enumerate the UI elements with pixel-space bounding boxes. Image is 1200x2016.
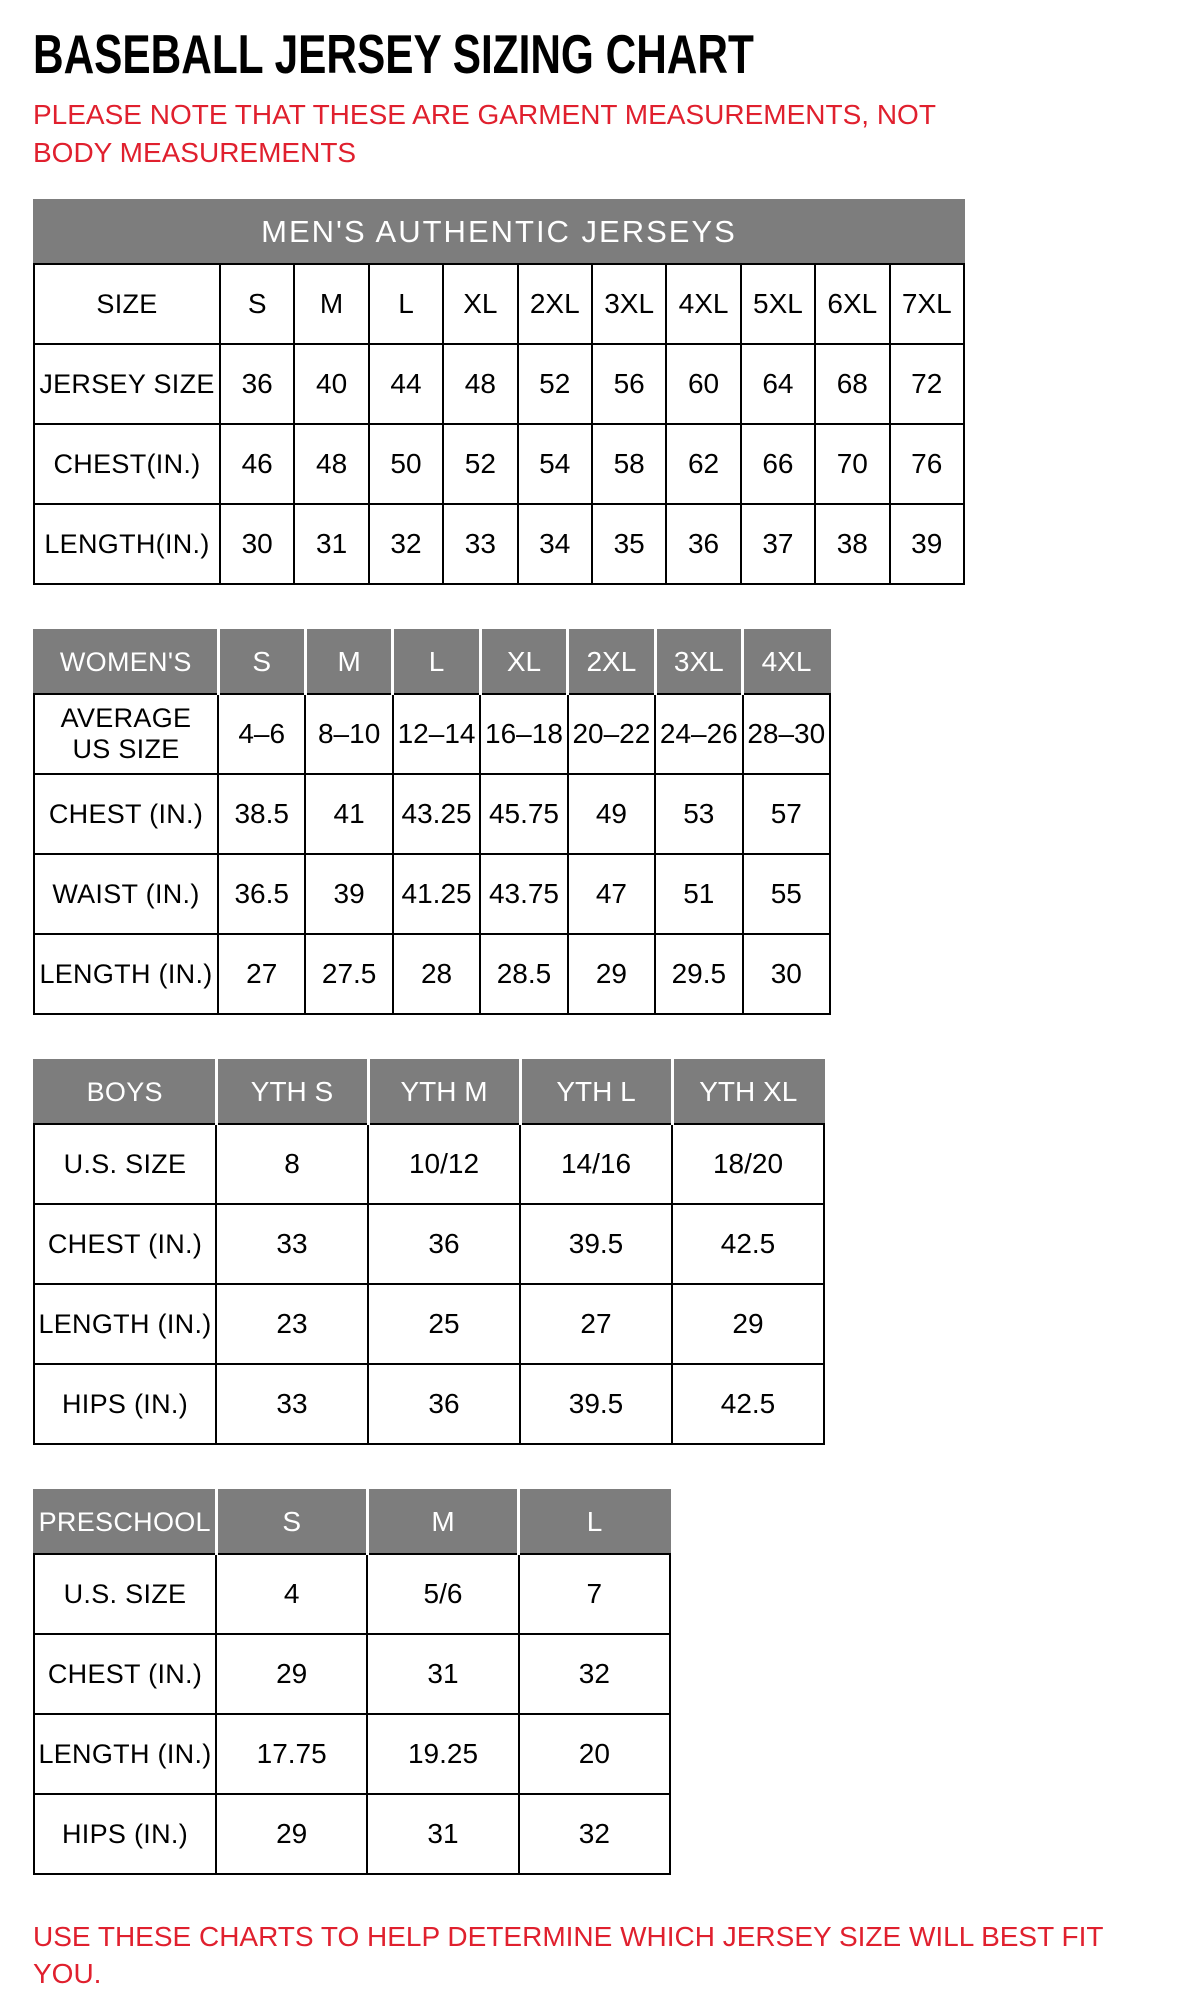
column-header: M (367, 1490, 518, 1554)
row-label: LENGTH (IN.) (34, 1284, 216, 1364)
column-header: BOYS (34, 1060, 216, 1124)
data-cell: 4XL (666, 264, 740, 344)
column-header: M (305, 630, 392, 694)
data-cell: 36 (666, 504, 740, 584)
data-cell: 28.5 (480, 934, 567, 1014)
data-cell: 41.25 (393, 854, 480, 934)
mens-sizing-table (33, 199, 965, 585)
row-label: CHEST (IN.) (34, 774, 218, 854)
data-cell: 6XL (815, 264, 889, 344)
data-cell: 53 (655, 774, 742, 854)
row-label: SIZE (34, 264, 220, 344)
data-cell: 29 (216, 1794, 367, 1874)
data-cell: 31 (367, 1794, 518, 1874)
data-cell: 57 (743, 774, 830, 854)
column-header: S (218, 630, 305, 694)
womens-sizing-table (33, 629, 831, 1015)
row-label: LENGTH (IN.) (34, 1714, 216, 1794)
data-cell: 64 (741, 344, 815, 424)
data-cell: 42.5 (672, 1204, 824, 1284)
data-cell: 42.5 (672, 1364, 824, 1444)
data-cell: 54 (518, 424, 592, 504)
row-label: HIPS (IN.) (34, 1794, 216, 1874)
data-cell: 56 (592, 344, 666, 424)
column-header: YTH S (216, 1060, 368, 1124)
data-cell: 8 (216, 1124, 368, 1204)
data-cell: 2XL (518, 264, 592, 344)
data-cell: 7XL (890, 264, 964, 344)
data-cell: 32 (519, 1794, 670, 1874)
data-cell: 62 (666, 424, 740, 504)
data-cell: XL (443, 264, 517, 344)
row-label: LENGTH(IN.) (34, 504, 220, 584)
data-cell: 29 (672, 1284, 824, 1364)
data-cell: 70 (815, 424, 889, 504)
column-header: XL (480, 630, 567, 694)
mens-table-title: MEN'S AUTHENTIC JERSEYS (34, 200, 964, 264)
data-cell: 52 (443, 424, 517, 504)
data-cell: 55 (743, 854, 830, 934)
data-cell: 66 (741, 424, 815, 504)
column-header: S (216, 1490, 367, 1554)
data-cell: 20 (519, 1714, 670, 1794)
data-cell: 29.5 (655, 934, 742, 1014)
data-cell: L (369, 264, 443, 344)
data-cell: 40 (294, 344, 368, 424)
data-cell: 30 (220, 504, 294, 584)
data-cell: 33 (443, 504, 517, 584)
data-cell: 4–6 (218, 694, 305, 774)
row-label: CHEST (IN.) (34, 1204, 216, 1284)
data-cell: 33 (216, 1204, 368, 1284)
data-cell: 41 (305, 774, 392, 854)
data-cell: 60 (666, 344, 740, 424)
data-cell: M (294, 264, 368, 344)
garment-measurements-note: PLEASE NOTE THAT THESE ARE GARMENT MEASUREMENTS, NOT BODY MEASUREMENTS (33, 98, 936, 168)
row-label: WAIST (IN.) (34, 854, 218, 934)
data-cell: 39.5 (520, 1204, 672, 1284)
data-cell: 7 (519, 1554, 670, 1634)
column-header: YTH L (520, 1060, 672, 1124)
data-cell: 32 (519, 1634, 670, 1714)
data-cell: 48 (294, 424, 368, 504)
data-cell: 5/6 (367, 1554, 518, 1634)
row-label: LENGTH (IN.) (34, 934, 218, 1014)
data-cell: 5XL (741, 264, 815, 344)
data-cell: 68 (815, 344, 889, 424)
data-cell: 52 (518, 344, 592, 424)
data-cell: 8–10 (305, 694, 392, 774)
data-cell: 48 (443, 344, 517, 424)
data-cell: 44 (369, 344, 443, 424)
data-cell: 37 (741, 504, 815, 584)
data-cell: 12–14 (393, 694, 480, 774)
data-cell: 24–26 (655, 694, 742, 774)
data-cell: 16–18 (480, 694, 567, 774)
data-cell: 19.25 (367, 1714, 518, 1794)
data-cell: 14/16 (520, 1124, 672, 1204)
data-cell: 30 (743, 934, 830, 1014)
boys-sizing-table (33, 1059, 825, 1445)
data-cell: 39 (890, 504, 964, 584)
data-cell: 58 (592, 424, 666, 504)
data-cell: 28 (393, 934, 480, 1014)
row-label: AVERAGE US SIZE (34, 694, 218, 774)
column-header: PRESCHOOL (34, 1490, 216, 1554)
column-header: 3XL (655, 630, 742, 694)
data-cell: 29 (216, 1634, 367, 1714)
data-cell: 46 (220, 424, 294, 504)
data-cell: S (220, 264, 294, 344)
data-cell: 32 (369, 504, 443, 584)
data-cell: 27 (218, 934, 305, 1014)
data-cell: 23 (216, 1284, 368, 1364)
data-cell: 34 (518, 504, 592, 584)
data-cell: 43.25 (393, 774, 480, 854)
data-cell: 29 (568, 934, 655, 1014)
data-cell: 25 (368, 1284, 520, 1364)
data-cell: 36 (368, 1204, 520, 1284)
column-header: YTH XL (672, 1060, 824, 1124)
data-cell: 35 (592, 504, 666, 584)
page-title: BASEBALL JERSEY SIZING CHART (33, 23, 754, 85)
footer-note: USE THESE CHARTS TO HELP DETERMINE WHICH JERSEY SIZE WILL BEST FIT YOU. (33, 1921, 1103, 1989)
data-cell: 39.5 (520, 1364, 672, 1444)
row-label: U.S. SIZE (34, 1124, 216, 1204)
data-cell: 27 (520, 1284, 672, 1364)
data-cell: 27.5 (305, 934, 392, 1014)
data-cell: 38.5 (218, 774, 305, 854)
row-label: CHEST(IN.) (34, 424, 220, 504)
data-cell: 49 (568, 774, 655, 854)
data-cell: 20–22 (568, 694, 655, 774)
data-cell: 38 (815, 504, 889, 584)
data-cell: 33 (216, 1364, 368, 1444)
data-cell: 43.75 (480, 854, 567, 934)
sizing-tables-container (33, 199, 1167, 1875)
data-cell: 50 (369, 424, 443, 504)
preschool-sizing-table (33, 1489, 671, 1875)
data-cell: 28–30 (743, 694, 830, 774)
data-cell: 4 (216, 1554, 367, 1634)
data-cell: 17.75 (216, 1714, 367, 1794)
row-label: CHEST (IN.) (34, 1634, 216, 1714)
data-cell: 31 (367, 1634, 518, 1714)
data-cell: 36 (368, 1364, 520, 1444)
data-cell: 51 (655, 854, 742, 934)
row-label: JERSEY SIZE (34, 344, 220, 424)
column-header: 2XL (568, 630, 655, 694)
data-cell: 18/20 (672, 1124, 824, 1204)
data-cell: 31 (294, 504, 368, 584)
row-label: HIPS (IN.) (34, 1364, 216, 1444)
data-cell: 47 (568, 854, 655, 934)
data-cell: 39 (305, 854, 392, 934)
column-header: 4XL (743, 630, 830, 694)
column-header: WOMEN'S (34, 630, 218, 694)
data-cell: 72 (890, 344, 964, 424)
data-cell: 36.5 (218, 854, 305, 934)
row-label: U.S. SIZE (34, 1554, 216, 1634)
column-header: L (393, 630, 480, 694)
column-header: L (519, 1490, 670, 1554)
data-cell: 76 (890, 424, 964, 504)
data-cell: 45.75 (480, 774, 567, 854)
data-cell: 10/12 (368, 1124, 520, 1204)
data-cell: 36 (220, 344, 294, 424)
data-cell: 3XL (592, 264, 666, 344)
column-header: YTH M (368, 1060, 520, 1124)
